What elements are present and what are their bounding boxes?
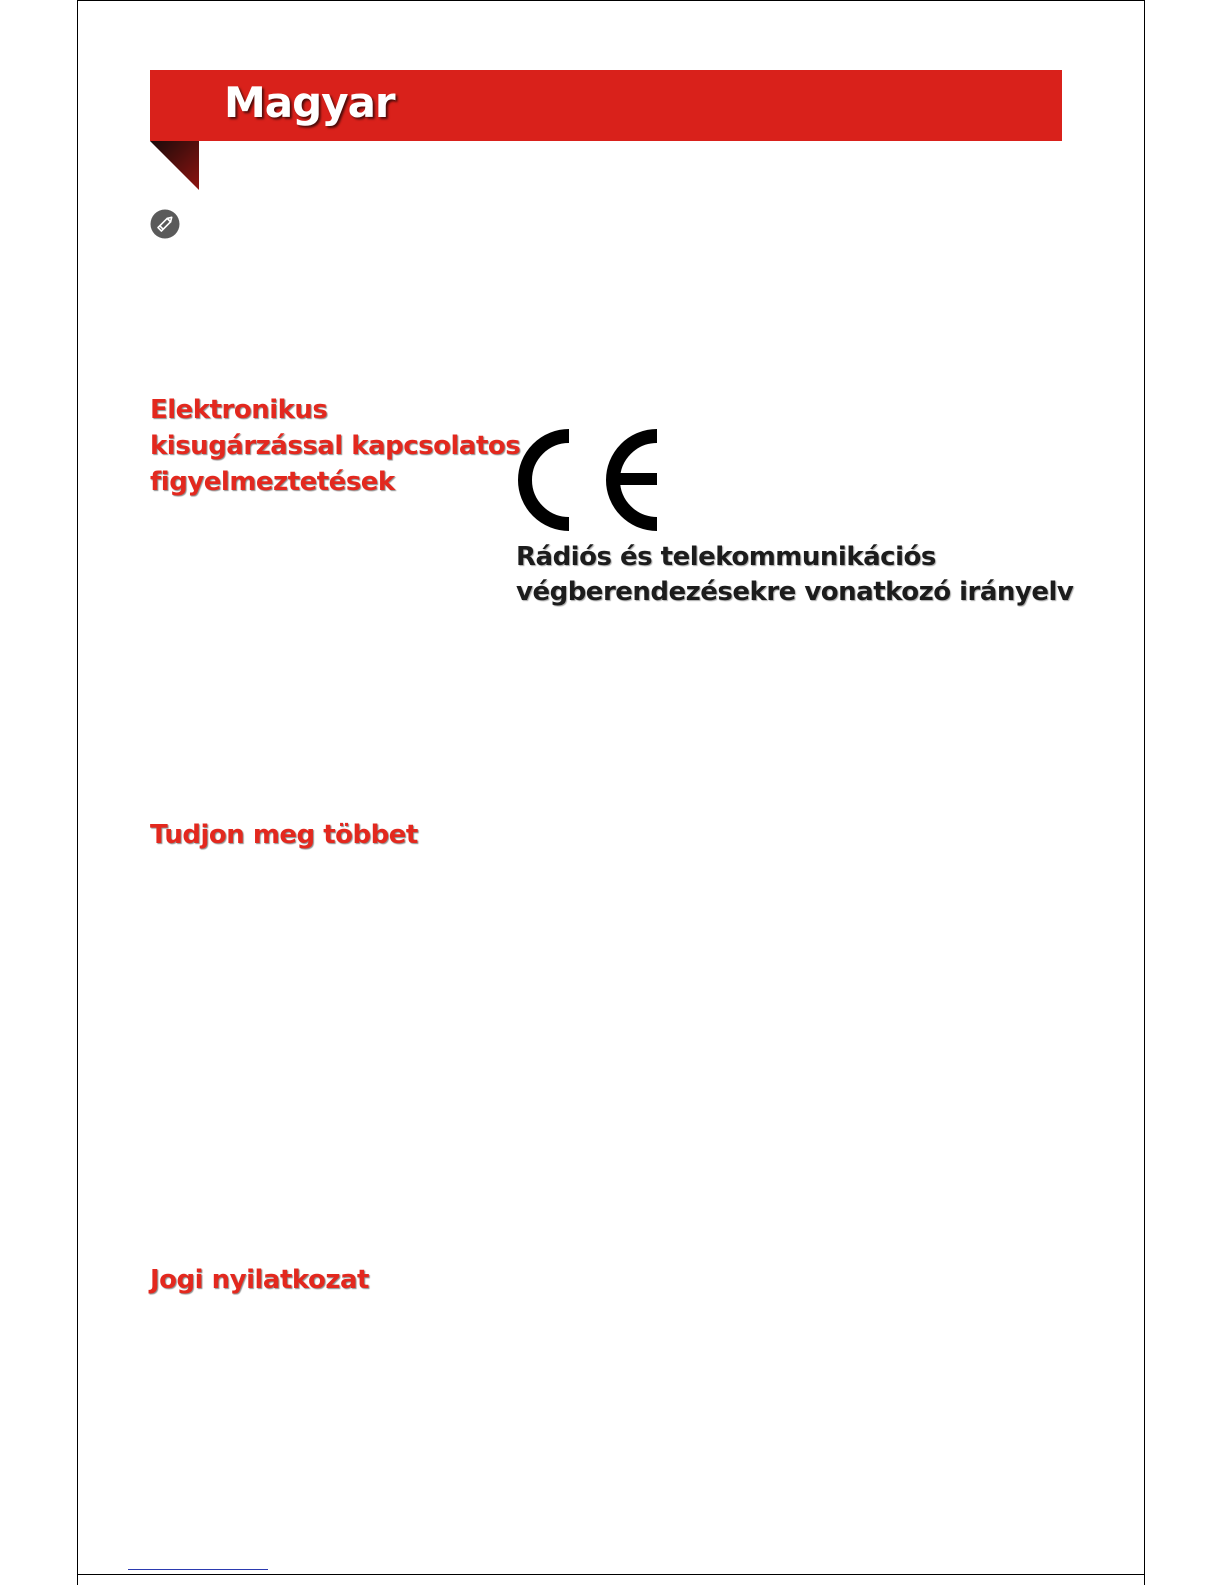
language-banner [150,70,1062,141]
ribbon-fold-icon [150,141,199,190]
page-title: Magyar [224,78,395,127]
directive-heading-line-1: Rádiós és telekommunikációs [516,542,936,572]
emission-warning-heading [150,392,521,500]
page-border-top [77,0,1145,1]
emission-heading-line-2: kisugárzással kapcsolatos [150,431,521,461]
rtte-directive-heading [516,540,1073,610]
emission-heading-line-3: figyelmeztetések [150,467,395,497]
emission-heading-line-1: Elektronikus [150,395,328,425]
footer-link-underline [128,1569,268,1570]
page-border-left [77,0,78,1585]
page-border-bottom [77,1574,1145,1575]
ce-mark-icon [517,428,663,532]
pencil-icon [150,209,180,239]
directive-heading-line-2: végberendezésekre vonatkozó irányelv [516,577,1074,607]
learn-more-heading: Tudjon meg többet [150,820,418,850]
legal-notice-heading: Jogi nyilatkozat [150,1265,369,1295]
page-border-right [1144,0,1145,1585]
